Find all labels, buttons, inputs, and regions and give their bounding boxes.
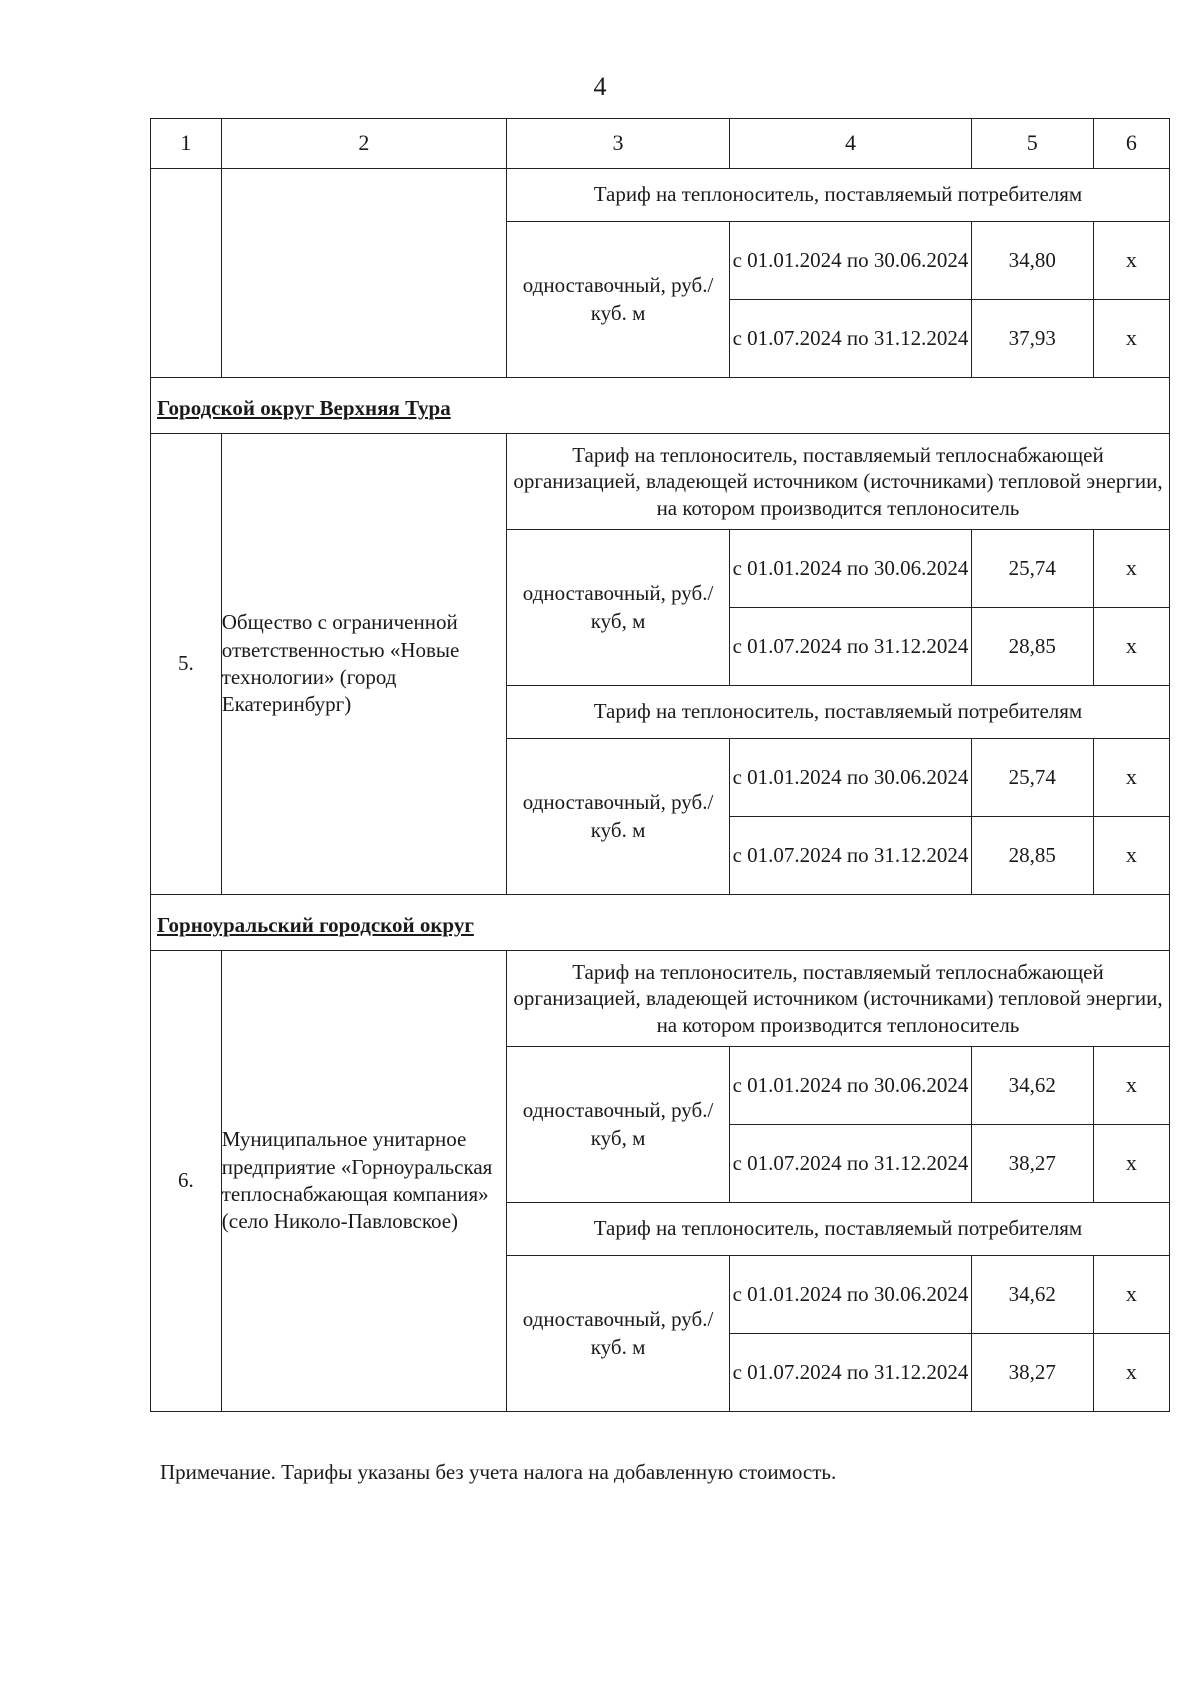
not-applicable-mark: х	[1093, 817, 1169, 895]
tariff-value: 28,85	[971, 817, 1093, 895]
tariff-value: 38,27	[971, 1125, 1093, 1203]
row-number: 5.	[151, 434, 222, 895]
tariff-subheader-row	[151, 169, 1170, 222]
not-applicable-mark: х	[1093, 300, 1169, 378]
period: с 01.07.2024 по 31.12.2024	[730, 817, 972, 895]
rate-type: одноставочный, руб./куб. м	[506, 222, 729, 378]
period: с 01.01.2024 по 30.06.2024	[730, 530, 972, 608]
tariff-value: 34,62	[971, 1256, 1093, 1334]
tariff-value: 34,80	[971, 222, 1093, 300]
not-applicable-mark: х	[1093, 739, 1169, 817]
organization-name: Муниципальное унитарное предприятие «Горноуральская теплоснабжающая компания» (село Николо-Павловское)	[221, 951, 506, 1412]
period: с 01.01.2024 по 30.06.2024	[730, 222, 972, 300]
period: с 01.01.2024 по 30.06.2024	[730, 1047, 972, 1125]
row-number: 6.	[151, 951, 222, 1412]
rate-type: одноставочный, руб./куб, м	[506, 530, 729, 686]
period: с 01.07.2024 по 31.12.2024	[730, 1334, 972, 1412]
tariff-subheader: Тариф на теплоноситель, поставляемый теплоснабжающей организацией, владеющей источником (источниками) тепловой энергии, на котором производится теплоноситель	[506, 951, 1169, 1047]
tariff-value: 34,62	[971, 1047, 1093, 1125]
period: с 01.01.2024 по 30.06.2024	[730, 739, 972, 817]
not-applicable-mark: х	[1093, 222, 1169, 300]
tariff-subheader-row	[151, 434, 1170, 530]
tariff-value: 38,27	[971, 1334, 1093, 1412]
period: с 01.01.2024 по 30.06.2024	[730, 1256, 972, 1334]
region-name: Горноуральский городской округ	[151, 895, 1170, 951]
rate-type: одноставочный, руб./куб. м	[506, 1256, 729, 1412]
not-applicable-mark: х	[1093, 530, 1169, 608]
organization-cell	[221, 169, 506, 378]
page-number: 4	[593, 72, 607, 101]
column-header-row	[151, 119, 1170, 169]
column-header: 6	[1093, 119, 1169, 169]
rate-type: одноставочный, руб./куб. м	[506, 739, 729, 895]
column-header: 1	[151, 119, 222, 169]
not-applicable-mark: х	[1093, 1256, 1169, 1334]
rate-type: одноставочный, руб./куб, м	[506, 1047, 729, 1203]
not-applicable-mark: х	[1093, 1047, 1169, 1125]
region-name: Городской округ Верхняя Тура	[151, 378, 1170, 434]
region-row	[151, 895, 1170, 951]
column-header: 5	[971, 119, 1093, 169]
period: с 01.07.2024 по 31.12.2024	[730, 1125, 972, 1203]
tariff-subheader: Тариф на теплоноситель, поставляемый теплоснабжающей организацией, владеющей источником (источниками) тепловой энергии, на котором производится теплоноситель	[506, 434, 1169, 530]
not-applicable-mark: х	[1093, 1334, 1169, 1412]
tariff-subheader: Тариф на теплоноситель, поставляемый потребителям	[506, 686, 1169, 739]
not-applicable-mark: х	[1093, 1125, 1169, 1203]
column-header: 3	[506, 119, 729, 169]
not-applicable-mark: х	[1093, 608, 1169, 686]
organization-name: Общество с ограниченной ответственностью «Новые технологии» (город Екатеринбург)	[221, 434, 506, 895]
tariff-table	[150, 118, 1170, 1412]
footnote: Примечание. Тарифы указаны без учета налога на добавленную стоимость.	[160, 1460, 837, 1484]
column-header: 2	[221, 119, 506, 169]
tariff-value: 25,74	[971, 739, 1093, 817]
tariff-value: 28,85	[971, 608, 1093, 686]
period: с 01.07.2024 по 31.12.2024	[730, 300, 972, 378]
tariff-subheader-row	[151, 951, 1170, 1047]
tariff-value: 25,74	[971, 530, 1093, 608]
column-header: 4	[730, 119, 972, 169]
tariff-value: 37,93	[971, 300, 1093, 378]
period: с 01.07.2024 по 31.12.2024	[730, 608, 972, 686]
tariff-subheader: Тариф на теплоноситель, поставляемый потребителям	[506, 169, 1169, 222]
row-number-cell	[151, 169, 222, 378]
tariff-subheader: Тариф на теплоноситель, поставляемый потребителям	[506, 1203, 1169, 1256]
region-row	[151, 378, 1170, 434]
